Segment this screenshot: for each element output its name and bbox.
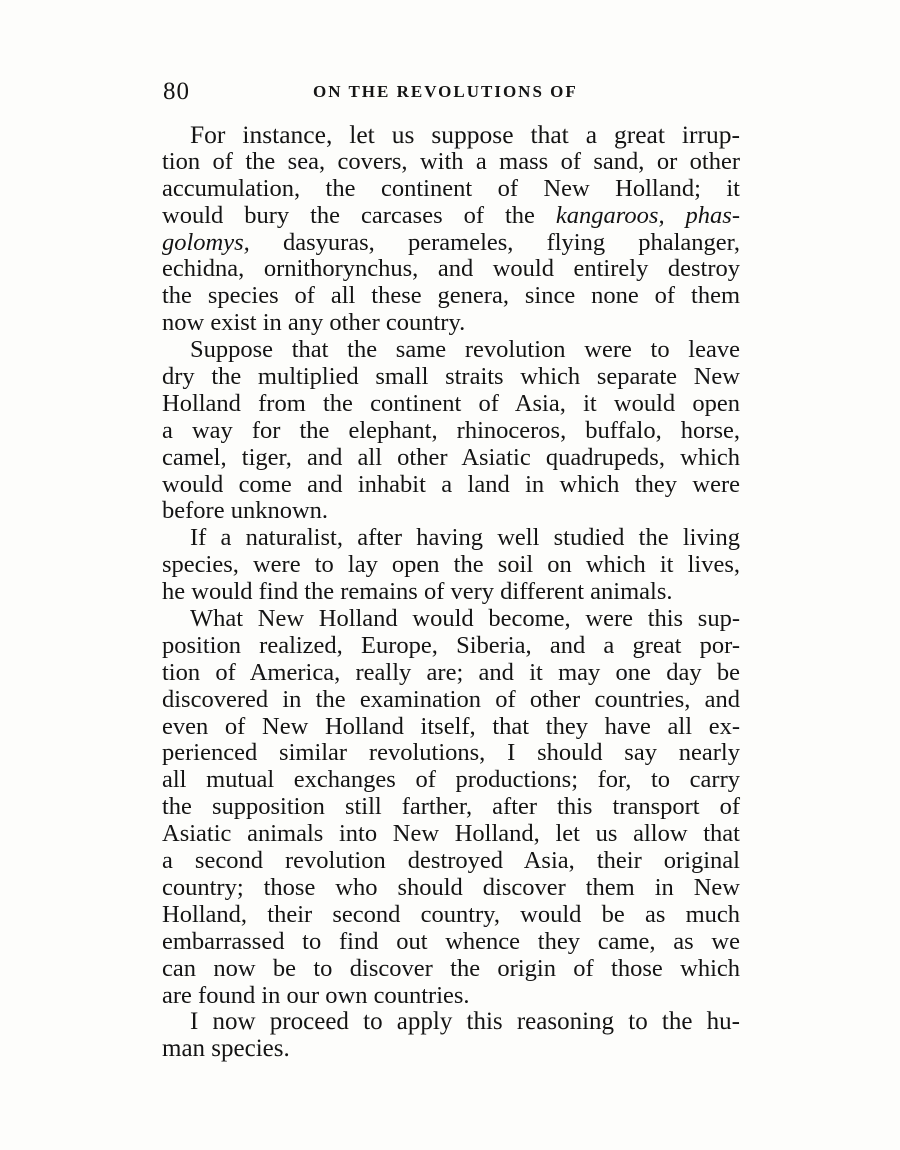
text-line <box>162 687 740 714</box>
running-head <box>163 78 740 112</box>
text-run: man species. <box>162 1035 290 1063</box>
text-run: can now be to discover the origin of those which <box>162 954 740 982</box>
text-run: before unknown. <box>162 497 329 525</box>
text-run: discovered in the examination of other countries, and <box>162 685 740 713</box>
text-line <box>162 122 740 149</box>
text-line <box>162 875 740 902</box>
text-line <box>162 283 740 310</box>
paragraph <box>162 606 740 1009</box>
text-line <box>162 714 740 741</box>
text-run: are found in our own countries. <box>162 981 470 1009</box>
italic-run: kangaroos, phas- <box>555 201 741 229</box>
text-line <box>162 767 740 794</box>
paragraph <box>162 1009 740 1063</box>
text-run: Suppose that the same revolution were to leave <box>190 336 740 364</box>
italic-run: golomys, <box>162 228 250 256</box>
text-run: What New Holland would become, were this sup- <box>190 605 740 633</box>
text-run: the species of all these genera, since none of them <box>162 282 740 310</box>
text-run: dry the multiplied small straits which separate New <box>162 363 740 391</box>
text-run: tion of America, really are; and it may one day be <box>162 658 740 686</box>
text-run: Asiatic animals into New Holland, let us allow that <box>162 820 740 848</box>
text-run: camel, tiger, and all other Asiatic quadrupeds, which <box>162 443 740 471</box>
text-line <box>162 956 740 983</box>
text-run: a second revolution destroyed Asia, their original <box>162 847 740 875</box>
page-number: 80 <box>163 78 190 105</box>
text-run: dasyuras, perameles, flying phalanger, <box>249 228 740 256</box>
text-run: Holland, their second country, would be as much <box>162 900 740 928</box>
text-line <box>162 256 740 283</box>
paragraph <box>162 122 740 337</box>
text-run: would come and inhabit a land in which they were <box>162 470 740 498</box>
text-run: all mutual exchanges of productions; for, to carry <box>162 766 740 794</box>
text-line <box>162 230 740 257</box>
text-line <box>162 364 740 391</box>
text-run: the supposition still farther, after this transport of <box>162 793 740 821</box>
text-run: a way for the elephant, rhinoceros, buffalo, horse, <box>162 416 740 444</box>
text-line <box>162 821 740 848</box>
text-line <box>162 203 740 230</box>
text-line <box>162 633 740 660</box>
text-line <box>162 418 740 445</box>
paragraph <box>162 337 740 525</box>
text-run: he would find the remains of very different animals. <box>162 578 673 606</box>
text-line <box>162 1009 740 1036</box>
body-text <box>162 122 740 1063</box>
text-line <box>162 149 740 176</box>
text-line <box>162 660 740 687</box>
text-line <box>162 606 740 633</box>
text-run: perienced similar revolutions, I should say nearly <box>162 739 740 767</box>
text-line <box>162 794 740 821</box>
text-line <box>162 391 740 418</box>
text-run: echidna, ornithorynchus, and would entirely destroy <box>162 255 740 283</box>
text-run: I now proceed to apply this reasoning to the hu- <box>190 1008 740 1036</box>
paragraph <box>162 525 740 606</box>
text-line <box>162 525 740 552</box>
text-run: country; those who should discover them in New <box>162 873 740 901</box>
text-run: accumulation, the continent of New Holland; it <box>162 174 740 202</box>
text-run: embarrassed to find out whence they came, as we <box>162 927 740 955</box>
text-line <box>162 498 740 525</box>
text-line <box>162 176 740 203</box>
text-line <box>162 579 740 606</box>
text-line <box>162 552 740 579</box>
text-line <box>162 445 740 472</box>
text-run: species, were to lay open the soil on which it lives, <box>162 551 740 579</box>
text-line <box>162 983 740 1010</box>
text-line <box>162 337 740 364</box>
text-line <box>162 1036 740 1063</box>
text-line <box>162 310 740 337</box>
text-run: For instance, let us suppose that a great irrup- <box>190 120 740 149</box>
text-run: even of New Holland itself, that they have all ex- <box>162 712 740 740</box>
text-line <box>162 472 740 499</box>
text-run: tion of the sea, covers, with a mass of sand, or other <box>162 147 740 175</box>
text-line <box>162 848 740 875</box>
text-line <box>162 902 740 929</box>
text-run: would bury the carcases of the <box>162 201 556 229</box>
text-run: now exist in any other country. <box>162 309 466 337</box>
running-title: ON THE REVOLUTIONS OF <box>313 82 578 101</box>
text-line <box>162 929 740 956</box>
text-line <box>162 740 740 767</box>
text-run: Holland from the continent of Asia, it would open <box>162 389 740 417</box>
text-run: If a naturalist, after having well studied the living <box>190 524 740 552</box>
text-run: position realized, Europe, Siberia, and a great por- <box>162 631 740 659</box>
